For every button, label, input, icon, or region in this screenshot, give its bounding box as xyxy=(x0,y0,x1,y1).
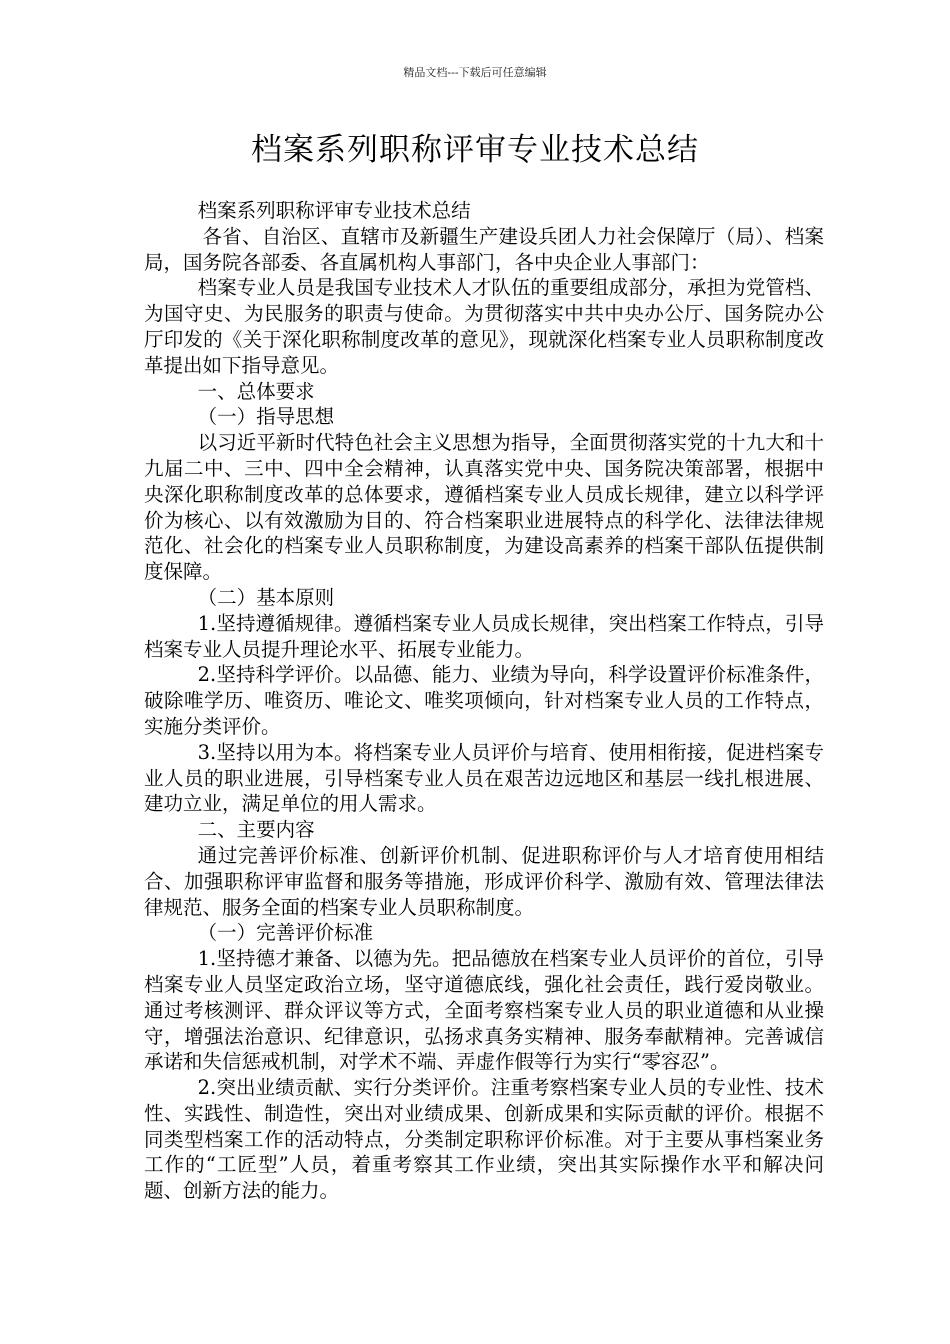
header-note: 精品文档---下载后可任意编辑 xyxy=(403,66,547,79)
paragraph: 1.坚持德才兼备、以德为先。把品德放在档案专业人员评价的首位，引导档案专业人员坚定政治立场，坚守道德底线，强化社会责任，践行爱岗敬业。通过考核测评、群众评议等方式，全面考察档案专业人员的职业道德和从业操守，增强法治意识、纪律意识，弘扬求真务实精神、服务奉献精神。完善诚信承诺和失信惩戒机制，对学术不端、弄虚作假等行为实行“零容忍”。 xyxy=(144,947,824,1074)
paragraph: 2.突出业绩贡献、实行分类评价。注重考察档案专业人员的专业性、技术性、实践性、制造性，突出对业绩成果、创新成果和实际贡献的评价。根据不同类型档案工作的活动特点，分类制定职称评价标准。对于主要从事档案业务工作的“工匠型”人员，着重考察其工作业绩，突出其实际操作水平和解决问题、创新方法的能力。 xyxy=(144,1076,824,1203)
paragraph: 通过完善评价标准、创新评价机制、促进职称评价与人才培育使用相结合、加强职称评审监督和服务等措施，形成评价科学、激励有效、管理法律法律规范、服务全面的档案专业人员职称制度。 xyxy=(144,843,824,919)
section-heading: 一、总体要求 xyxy=(197,379,315,403)
document-title: 档案系列职称评审专业技术总结 xyxy=(251,132,699,168)
paragraph: 2.坚持科学评价。以品德、能力、业绩为导向，科学设置评价标准条件，破除唯学历、唯资历、唯论文、唯奖项倾向，针对档案专业人员的工作特点，实施分类评价。 xyxy=(144,663,824,738)
paragraph: 以习近平新时代特色社会主义思想为指导，全面贯彻落实党的十九大和十九届二中、三中、四中全会精神，认真落实党中央、国务院决策部署，根据中央深化职称制度改革的总体要求，遵循档案专业人员成长规律，建立以科学评价为核心、以有效激励为目的、符合档案职业进展特点的科学化、法律法律规范化、社会化的档案专业人员职称制度，为建设高素养的档案干部队伍提供制度保障。 xyxy=(144,431,824,584)
subsection-heading: （二）基本原则 xyxy=(197,585,335,609)
paragraph-intro: 档案专业人员是我国专业技术人才队伍的重要组成部分，承担为党管档、为国守史、为民服务的职责与使命。为贯彻落实中共中央办公厅、国务院办公厅印发的《关于深化职称制度改革的意见》，现就深化档案专业人员职称制度改革提出如下指导意见。 xyxy=(144,276,824,377)
section-heading: 二、主要内容 xyxy=(197,818,315,842)
paragraph: 3.坚持以用为本。将档案专业人员评价与培育、使用相衔接，促进档案专业人员的职业进展，引导档案专业人员在艰苦边远地区和基层一线扎根进展、建功立业，满足单位的用人需求。 xyxy=(144,740,824,816)
subsection-heading: （一）指导思想 xyxy=(197,405,335,429)
paragraph-subtitle: 档案系列职称评审专业技术总结 xyxy=(197,199,471,222)
document-body xyxy=(144,198,824,1204)
paragraph: 1.坚持遵循规律。遵循档案专业人员成长规律，突出档案工作特点，引导档案专业人员提升理论水平、拓展专业能力。 xyxy=(144,611,824,661)
subsection-heading: （一）完善评价标准 xyxy=(197,921,374,945)
paragraph-recipients: 各省、自治区、直辖市及新疆生产建设兵团人力社会保障厅（局）、档案局，国务院各部委、各直属机构人事部门，各中央企业人事部门： xyxy=(144,224,824,274)
